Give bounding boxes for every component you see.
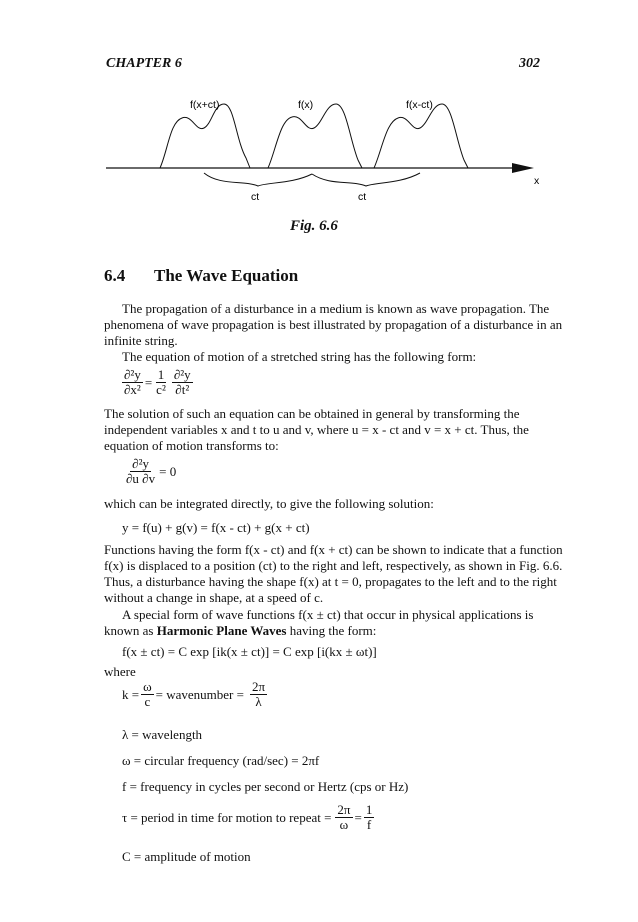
equation-wave: $\frac{\text{∂²y}}{\text{∂x²}}$ = $\frac{1}{\text{c²}}$ $\frac{\text{∂²y}}{\text{∂t²}}$ [124,367,191,397]
equation-solution: y = f(u) + g(v) = f(x - ct) + g(x + ct) [122,520,310,535]
chapter-heading: CHAPTER 6 [106,56,182,71]
section-number: 6.4 [104,266,126,285]
label-brace-right: ct [358,191,367,203]
equation-harmonic: f(x ± ct) = C exp [ik(x ± ct)] = C exp [i(kx ± ωt)] [122,644,377,659]
paragraph-line: f(x) is displaced to a position (ct) to the right and left, respectively, as shown in Fig. 6.6. [104,558,563,573]
paragraph-line: which can be integrated directly, to give the following solution: [104,496,434,511]
paragraph-line: A special form of wave functions f(x ± ct) that occur in physical applications is [122,607,534,622]
harmonic-plane-waves-term: Harmonic Plane Waves [156,623,287,638]
paragraph-line: phenomena of wave propagation is best illustrated by propagation of a disturbance in an [104,317,563,332]
section-title: The Wave Equation [154,266,299,285]
definition-k: k = $\frac{\omega}{c}$ = wavenumber = $\frac{2\pi}{\lambda}$ [122,679,266,709]
label-f-x-minus-ct: f(x-ct) [406,99,433,111]
x-axis-arrow [512,163,534,173]
label-x-axis: x [534,175,540,187]
brace-right [312,173,420,186]
paragraph-line: known as Harmonic Plane Waves having the form: [104,623,377,638]
paragraph-line: Thus, a disturbance having the shape f(x) at t = 0, propagates to the left and to the right [104,574,557,589]
label-brace-left: ct [251,191,260,203]
definition-tau: τ = period in time for motion to repeat = $\frac{2\pi}{\omega}$ = $\frac{1}{f}$ [122,802,373,832]
equation-transformed: $\frac{\text{∂²y}}{\partial u \partial v}$ = 0 [126,456,177,486]
definition-amplitude: C = amplitude of motion [122,849,251,864]
wave-figure [0,0,638,215]
pulse-left [160,104,250,168]
paragraph-line: equation of motion transforms to: [104,438,279,453]
definition-lambda: λ = wavelength [122,727,203,742]
paragraph-line: Functions having the form f(x - ct) and f(x + ct) can be shown to indicate that a function [104,542,563,557]
paragraph-line: The propagation of a disturbance in a medium is known as wave propagation. The [122,301,550,316]
paragraph-line: The solution of such an equation can be obtained in general by transforming the [104,406,520,421]
figure-caption: Fig. 6.6 [290,218,338,234]
pulse-middle [268,104,362,168]
paragraph-line: The equation of motion of a stretched string has the following form: [122,349,477,364]
paragraph-line: independent variables x and t to u and v, where u = x - ct and v = x + ct. Thus, the [104,422,529,437]
page-number: 302 [519,56,540,71]
pulse-right [374,104,468,168]
paragraph-line: infinite string. [104,333,178,348]
label-f-x-plus-ct: f(x+ct) [190,99,220,111]
definition-omega: ω = circular frequency (rad/sec) = 2πf [122,753,320,768]
label-f-x: f(x) [298,99,314,111]
paragraph-line: without a change in shape, at a speed of c. [104,590,324,605]
where-label: where [104,664,136,679]
brace-left [204,173,312,186]
definition-f: f = frequency in cycles per second or Hertz (cps or Hz) [122,779,409,794]
